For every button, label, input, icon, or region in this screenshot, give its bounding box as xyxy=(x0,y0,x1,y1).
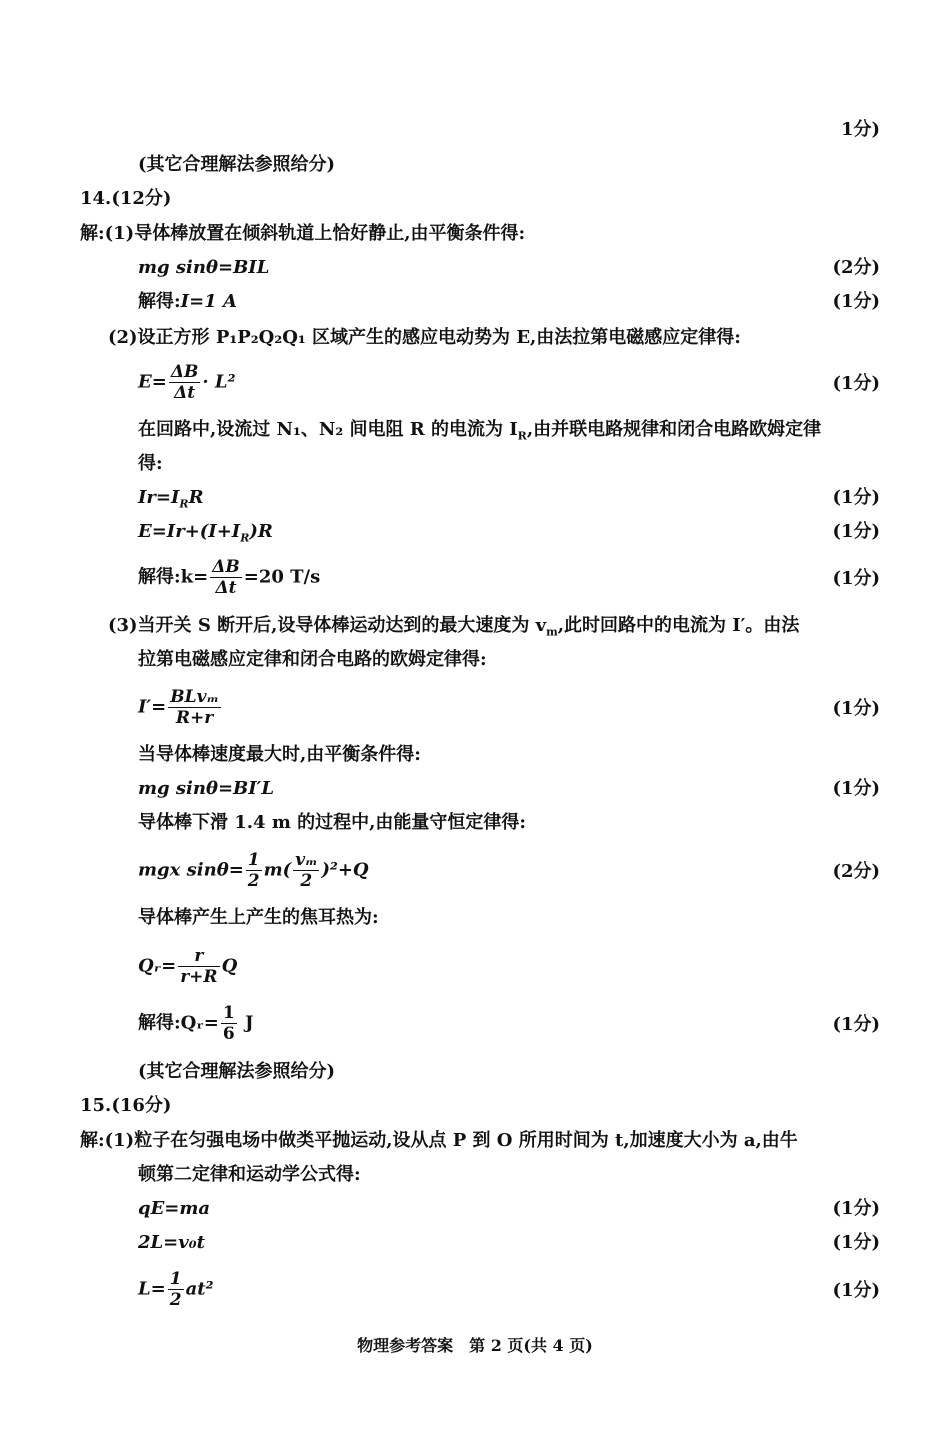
numerator: BLvₘ xyxy=(170,687,219,707)
eq-part: L= xyxy=(138,1278,166,1300)
equation xyxy=(138,290,237,314)
eq-part: Ir=I xyxy=(138,487,180,508)
paragraph-text: 导体棒下滑 1.4 m 的过程中,由能量守恒定律得: xyxy=(138,812,527,833)
score: (1分) xyxy=(832,1280,880,1301)
equation: mg sinθ=BI′L xyxy=(138,778,275,799)
denominator: 2 xyxy=(300,871,313,891)
score: (1分) xyxy=(832,778,880,799)
eq-label: 解得: xyxy=(138,291,181,312)
page-footer: 物理参考答案 第 2 页(共 4 页) xyxy=(357,1336,593,1355)
fraction xyxy=(178,946,219,987)
denominator: Δt xyxy=(174,383,196,403)
eq-part: E= xyxy=(138,371,167,393)
eq-label: 解得:k= xyxy=(138,566,209,588)
numerator: 1 xyxy=(222,1003,235,1023)
paragraph-text: (2)设正方形 P₁P₂Q₂Q₁ 区域产生的感应电动势为 E,由法拉第电磁感应定律得: xyxy=(108,327,741,348)
equation xyxy=(138,486,204,517)
numerator: vₘ xyxy=(295,850,318,870)
eq-part: R xyxy=(188,487,204,508)
denominator: r+R xyxy=(180,967,218,987)
score: (1分) xyxy=(832,698,880,719)
score: (1分) xyxy=(832,291,880,312)
numerator: ΔB xyxy=(170,362,199,382)
score: (1分) xyxy=(832,521,880,542)
note-text: (其它合理解法参照给分) xyxy=(138,1061,336,1082)
fraction xyxy=(169,362,201,403)
numerator: r xyxy=(178,946,219,967)
score: (2分) xyxy=(832,861,880,882)
denominator: 6 xyxy=(222,1024,235,1044)
fraction xyxy=(246,850,262,891)
text-part: (3)当开关 S 断开后,设导体棒运动达到的最大速度为 v xyxy=(108,615,547,636)
note-text: (其它合理解法参照给分) xyxy=(138,154,336,175)
text-part: ,此时回路中的电流为 I′。由法 xyxy=(557,615,800,636)
fraction xyxy=(293,850,319,891)
equation xyxy=(138,687,223,728)
equation: qE=ma xyxy=(138,1198,211,1219)
subscript: R xyxy=(240,531,250,545)
denominator: 2 xyxy=(169,1290,182,1310)
equation xyxy=(138,946,237,987)
score: (1分) xyxy=(832,568,880,589)
equation xyxy=(138,850,369,891)
eq-part: E=Ir+(I+I xyxy=(138,521,241,542)
paragraph-text: 解:(1)粒子在匀强电场中做类平抛运动,设从点 P 到 O 所用时间为 t,加速度大小为 a,由牛 xyxy=(80,1130,798,1151)
eq-part: m( xyxy=(263,859,292,881)
eq-part: )²+Q xyxy=(321,859,369,881)
score: (2分) xyxy=(832,257,880,278)
score: (1分) xyxy=(832,373,880,394)
eq-part: I′= xyxy=(138,696,167,718)
paragraph-text: 顿第二定律和运动学公式得: xyxy=(138,1164,361,1185)
paragraph-text: 得: xyxy=(138,453,163,474)
eq-part: Qᵣ= xyxy=(138,955,177,977)
subscript: m xyxy=(546,625,558,639)
score: (1分) xyxy=(832,487,880,508)
subscript: R xyxy=(179,497,189,511)
eq-part: · L² xyxy=(202,371,236,393)
eq-part: sinθ=BIL xyxy=(175,257,270,278)
equation: 2L=v₀t xyxy=(138,1232,205,1253)
paragraph-text xyxy=(108,614,799,645)
equation xyxy=(138,520,273,551)
eq-label: 解得:Qᵣ= xyxy=(138,1012,219,1034)
question-number: 15.(16分) xyxy=(80,1095,172,1116)
numerator: ΔB xyxy=(212,557,240,577)
equation xyxy=(138,362,235,403)
eq-part: =20 T/s xyxy=(243,566,321,588)
fraction xyxy=(210,557,242,598)
subscript: R xyxy=(517,429,527,443)
eq-part: I=1 A xyxy=(180,291,237,312)
text-part: 在回路中,设流过 N₁、N₂ 间电阻 R 的电流为 I xyxy=(138,419,518,440)
equation xyxy=(138,1003,254,1044)
numerator: 1 xyxy=(169,1269,182,1289)
paragraph-text: 解:(1)导体棒放置在倾斜轨道上恰好静止,由平衡条件得: xyxy=(80,223,526,244)
eq-part: )R xyxy=(249,521,273,542)
fraction xyxy=(168,1269,184,1310)
paragraph-text xyxy=(138,418,821,449)
score: (1分) xyxy=(832,1014,880,1035)
paragraph-text: 当导体棒速度最大时,由平衡条件得: xyxy=(138,744,421,765)
eq-part: mg xyxy=(138,257,170,278)
denominator: R+r xyxy=(175,708,214,728)
fraction xyxy=(168,687,221,728)
equation xyxy=(138,256,269,280)
denominator: Δt xyxy=(215,578,237,598)
paragraph-text: 拉第电磁感应定律和闭合电路的欧姆定律得: xyxy=(138,649,487,670)
eq-part: at² xyxy=(185,1278,214,1300)
score: 1分) xyxy=(840,119,880,140)
eq-part: Q xyxy=(221,955,238,977)
fraction xyxy=(221,1003,237,1044)
eq-part: mgx sinθ= xyxy=(138,859,244,881)
text-part: ,由并联电路规律和闭合电路欧姆定律 xyxy=(526,419,822,440)
denominator: 2 xyxy=(247,871,260,891)
numerator: 1 xyxy=(247,850,260,870)
paragraph-text: 导体棒产生上产生的焦耳热为: xyxy=(138,907,379,928)
question-number: 14.(12分) xyxy=(80,188,172,209)
score: (1分) xyxy=(832,1232,880,1253)
equation xyxy=(138,1269,213,1310)
equation xyxy=(138,557,320,598)
eq-part: J xyxy=(238,1012,254,1034)
score: (1分) xyxy=(832,1198,880,1219)
